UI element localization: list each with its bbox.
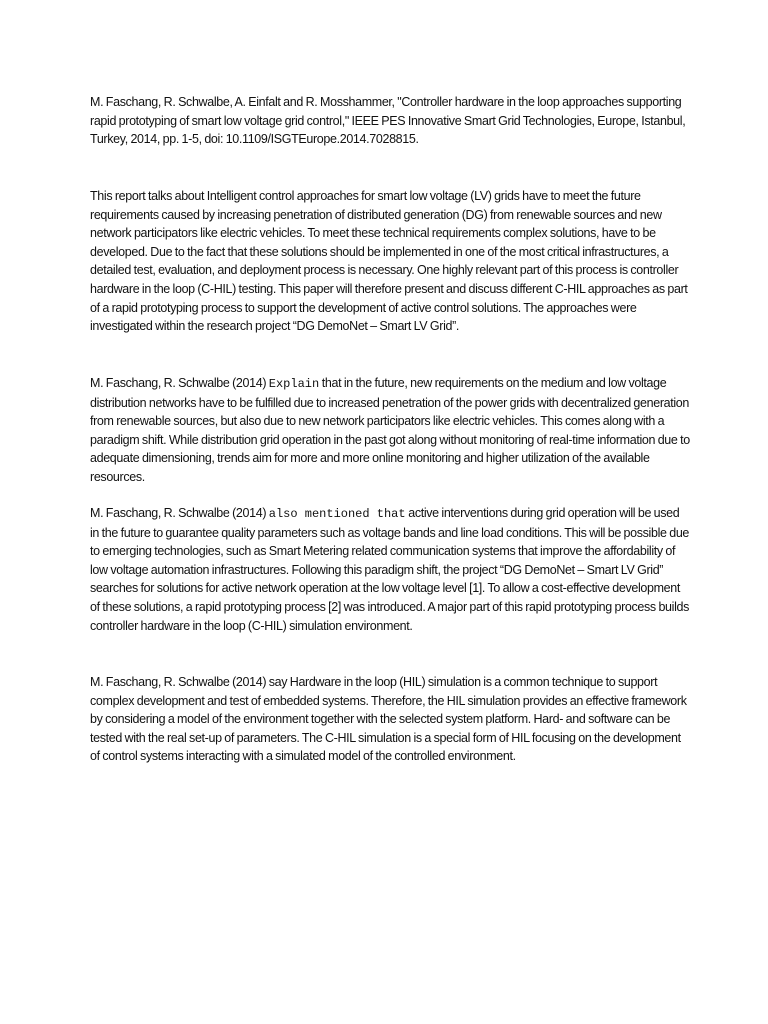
summary-paragraph: This report talks about Intelligent control approaches for smart low voltage (LV) grids have to meet the future requirements caused by increasing penetration of distributed generation (DG) from renewable sources and new network participators like electric vehicles. To meet these technical requirements complex solutions, have to be developed. Due to the fact that these solutions should be implemented in one of the most critical infrastructures, a detailed test, evaluation, and deployment process is necessary. One highly relevant part of this process is controller hardware in the loop (C-HIL) testing. This paper will therefore present and discuss different C-HIL approaches as part of a rapid prototyping process to support the development of active control solutions. The approaches were investigated within the research project “DG DemoNet – Smart LV Grid”. [90,189,688,334]
explain-keyword: Explain [268,377,320,391]
explain-paragraph [90,374,690,487]
mentioned-lead: M. Faschang, R. Schwalbe (2014) [90,506,269,520]
citation-paragraph: M. Faschang, R. Schwalbe, A. Einfalt and R. Mosshammer, "Controller hardware in the loop approaches supporting rapid prototyping of smart low voltage grid control," IEEE PES Innovative Smart Grid Technologies, Europe, Istanbul, Turkey, 2014, pp. 1-5, doi: 10.1109/ISGTEurope.2014.7028815. [90,95,686,147]
explain-lead: M. Faschang, R. Schwalbe (2014) [90,376,269,390]
mentioned-paragraph [90,504,690,635]
say-paragraph: M. Faschang, R. Schwalbe (2014) say Hardware in the loop (HIL) simulation is a common technique to support complex development and test of embedded systems. Therefore, the HIL simulation provides an effective framework by considering a model of the environment together with the selected system platform. Hard- and software can be tested with the real set-up of parameters. The C-HIL simulation is a special form of HIL focusing on the development of control systems interacting with a simulated model of the controlled environment. [90,675,687,764]
mentioned-body: active interventions during grid operation will be used in the future to guarantee quality parameters such as voltage bands and line load conditions. This will be possible due to emerging technologies, such as Smart Metering related communication systems that improve the affordability of low voltage automation infrastructures. Following this paradigm shift, the project “DG DemoNet – Smart LV Grid” searches for solutions for active network operation at the low voltage level [1]. To allow a cost-effective development of these solutions, a rapid prototyping process [2] was introduced. A major part of this rapid prototyping process builds controller hardware in the loop (C-HIL) simulation environment. [90,506,690,633]
mentioned-keyword: also mentioned that [268,507,406,521]
explain-body: that in the future, new requirements on the medium and low voltage distribution networks have to be fulfilled due to increased penetration of the power grids with decentralized generation from renewable sources, but also due to new network participators like electric vehicles. This comes along with a paradigm shift. While distribution grid operation in the past got along without monitoring of real-time information due to adequate dimensioning, trends aim for more and more online monitoring and higher utilization of the available resources. [90,376,690,484]
